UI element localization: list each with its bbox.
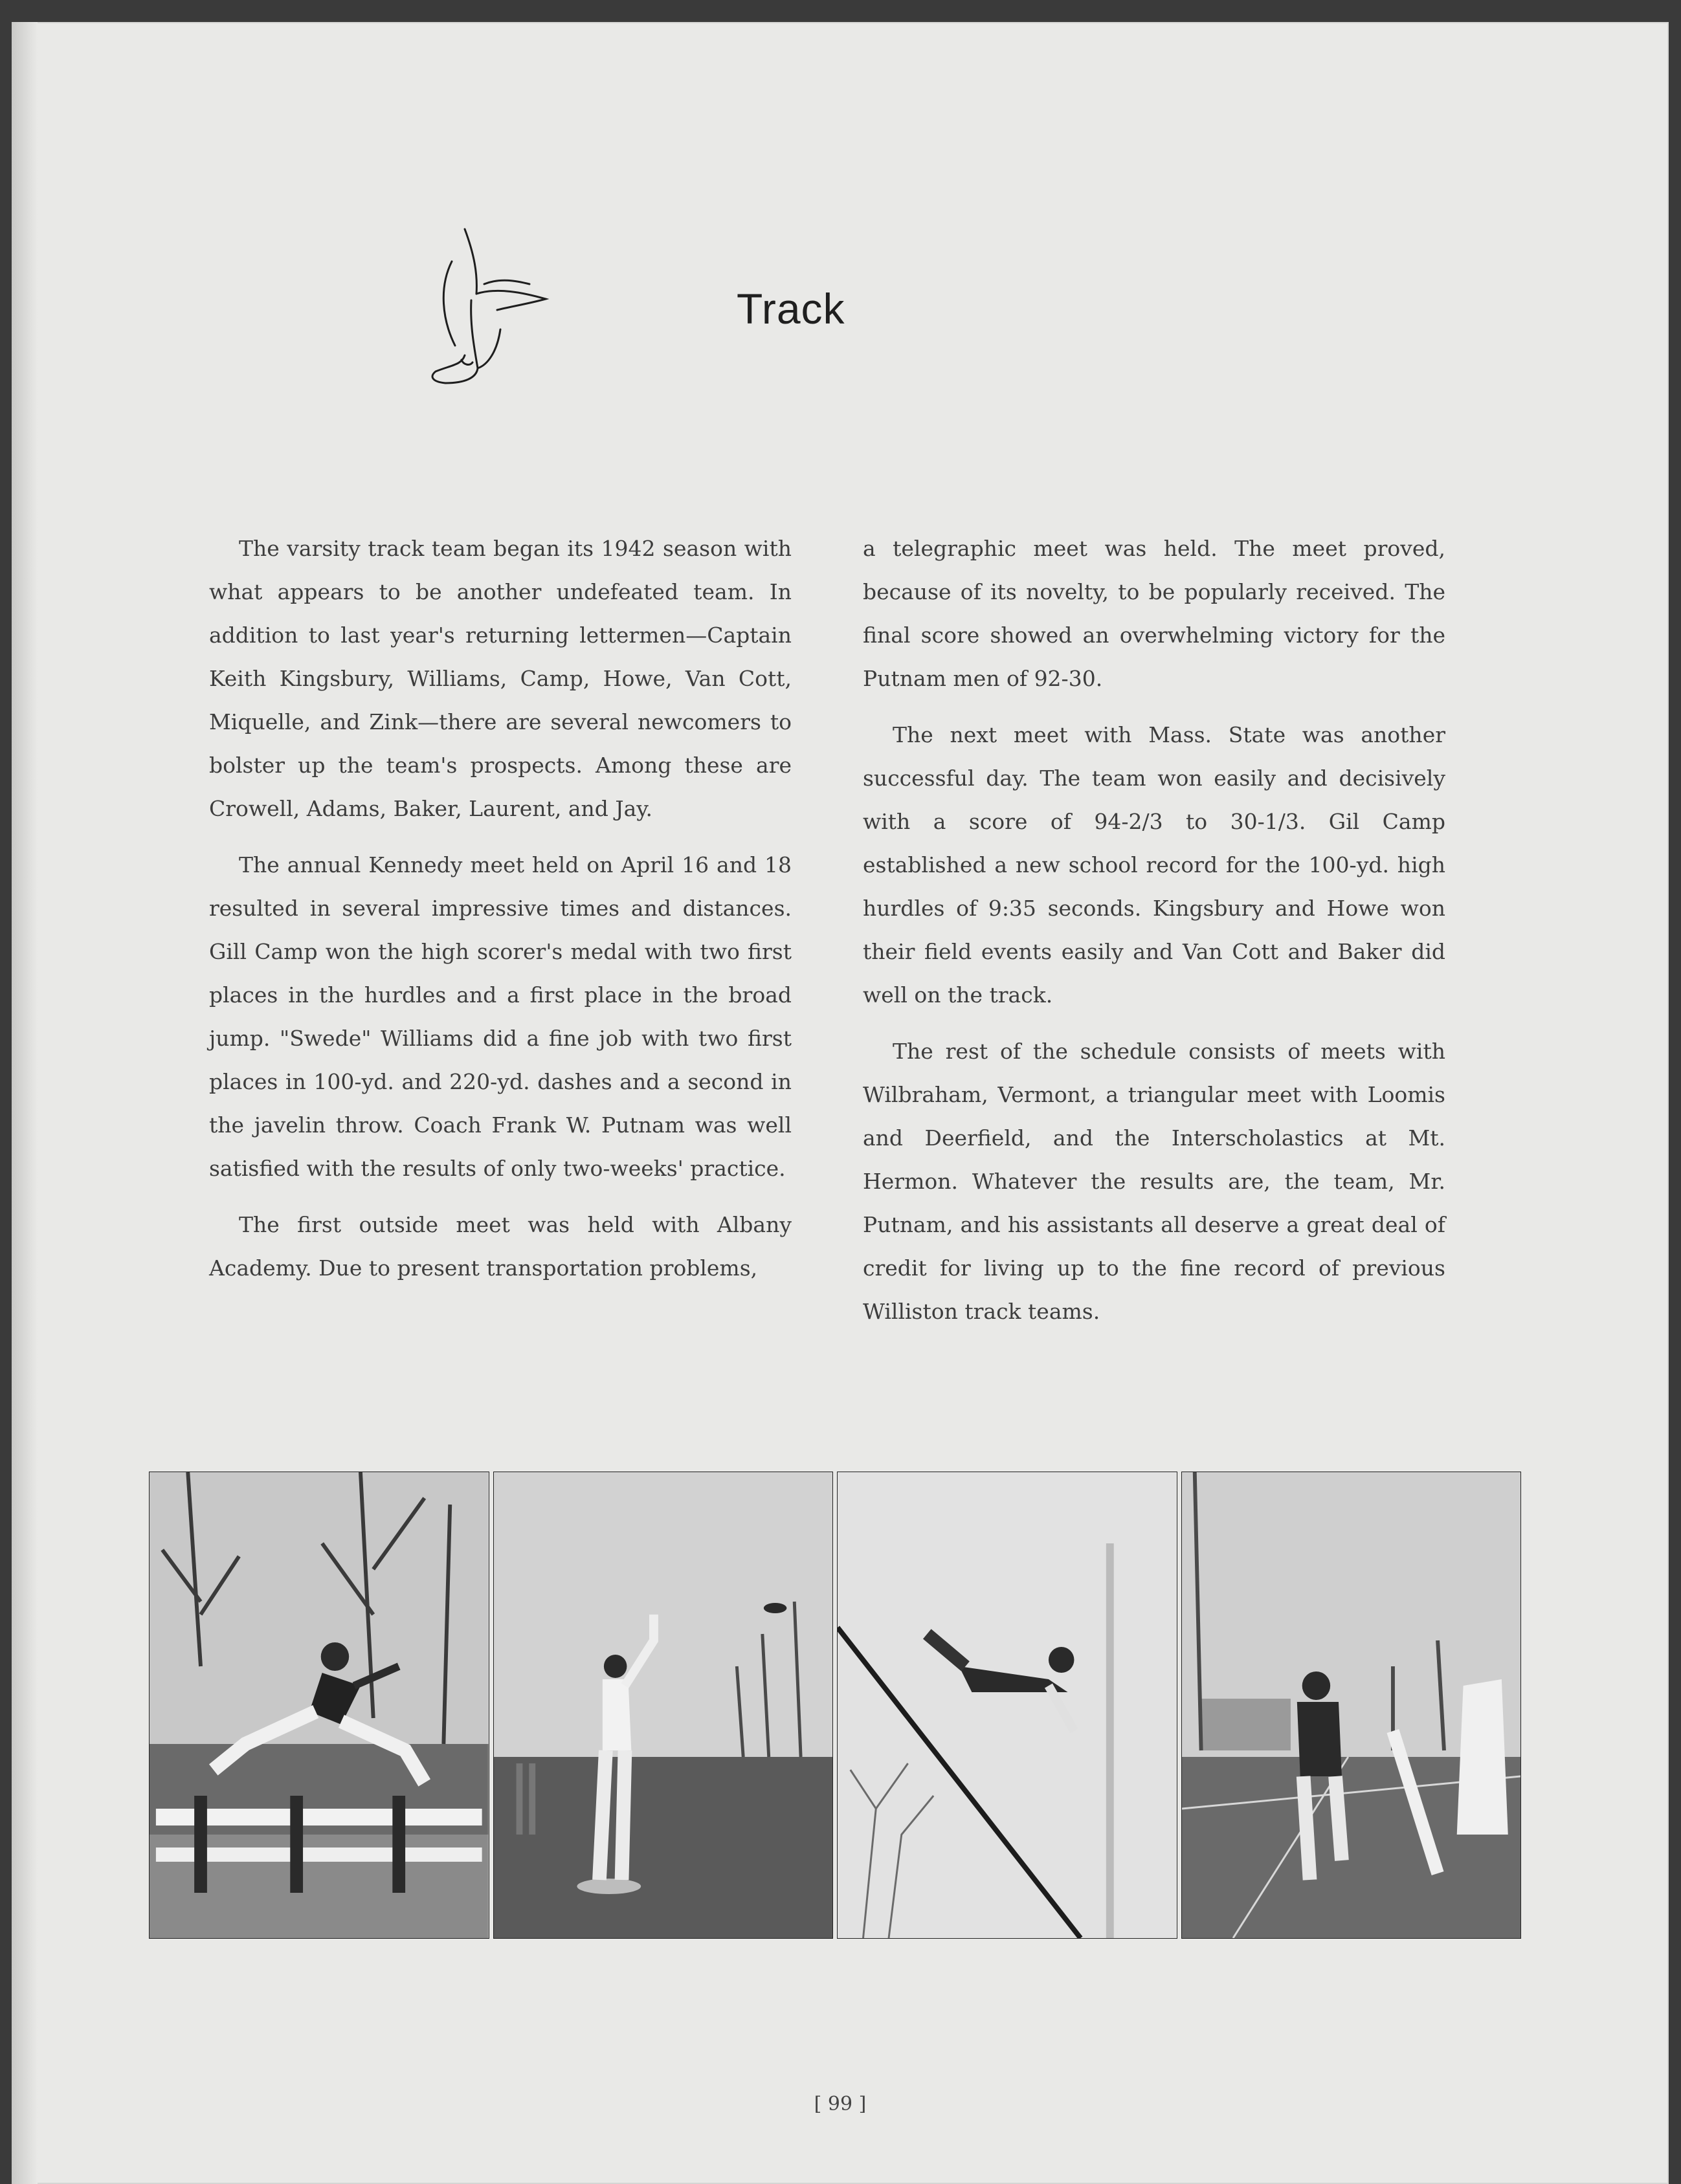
winged-foot-icon	[426, 216, 594, 404]
paragraph: The varsity track team began its 1942 season with what appears to be another undefeated team. In addition to last year's returning lettermen—Captain Keith Kingsbury, Williams, Camp, Howe, Van Cott, Miquelle, and Zink—there are several newcomers to bolster up the team's prospects. Among these are Crowell, Adams, Baker, Laurent, and Jay.	[209, 536, 792, 821]
paragraph: The annual Kennedy meet held on April 16 and 18 resulted in several impressive times and distances. Gill Camp won the high scorer's medal with two first places in the hurdles and a first place in the broad jump. "Swede" Williams did a fine job with two first places in 100-yd. and 220-yd. dashes and a second in the javelin throw. Coach Frank W. Putnam was well satisfied with the results of only two-weeks' practice.	[209, 852, 792, 1181]
article-left-column	[209, 527, 792, 1303]
paragraph: a telegraphic meet was held. The meet proved, because of its novelty, to be popularly received. The final score showed an overwhelming victory for the Putnam men of 92-30.	[863, 536, 1445, 691]
hurdler-photo	[149, 1472, 489, 1939]
paragraph: The rest of the schedule consists of meets with Wilbraham, Vermont, a triangular meet with Loomis and Deerfield, and the Interscholastics at Mt. Hermon. Whatever the results are, the team, Mr. Putnam, and his assistants all deserve a great deal of credit for living up to the fine record of previous Williston track teams.	[863, 1039, 1445, 1324]
runner-photo	[1181, 1472, 1522, 1939]
paragraph: The first outside meet was held with Albany Academy. Due to present transportation problems,	[209, 1212, 792, 1281]
photo-strip	[149, 1472, 1521, 1937]
spine-shadow	[12, 22, 38, 2184]
high-jump-photo	[837, 1472, 1177, 1939]
page-number: [ 99 ]	[814, 2093, 867, 2115]
yearbook-page	[12, 22, 1669, 2184]
paragraph: The next meet with Mass. State was another successful day. The team won easily and decisively with a score of 94-2/3 to 30-1/3. Gil Camp established a new school record for the 100-yd. high hurdles of 9:35 seconds. Kingsbury and Howe won their field events easily and Van Cott and Baker did well on the track.	[863, 722, 1445, 1008]
article-right-column	[863, 527, 1445, 1346]
shot-put-photo	[493, 1472, 834, 1939]
page-title: Track	[737, 285, 845, 333]
